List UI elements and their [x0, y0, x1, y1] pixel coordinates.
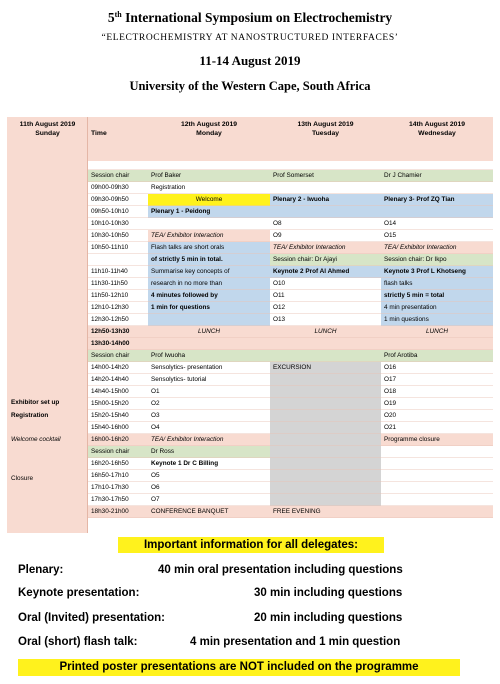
time-cell: 16h20-16h50 — [91, 460, 129, 467]
sunday-welcome-label: Welcome cocktail — [11, 436, 61, 443]
time-cell: 12h30-12h50 — [91, 316, 129, 323]
symposium-title: 5th International Symposium on Electrochemistry — [107, 10, 393, 25]
tuesday-cell: O11 — [273, 292, 285, 299]
grid-line — [88, 277, 493, 278]
monday-cell: O2 — [151, 400, 160, 407]
time-cell: Session chair — [88, 350, 148, 362]
tuesday-cell: O10 — [273, 280, 286, 287]
tuesday-cell: Plenary 2 - Iwuoha — [270, 194, 381, 206]
wednesday-cell: 4 min presentation — [381, 302, 493, 314]
grid-line — [88, 385, 493, 386]
monday-cell: LUNCH — [148, 326, 270, 338]
grid-line — [88, 481, 493, 482]
grid-line — [88, 493, 493, 494]
info-label-keynote: Keynote presentation: — [18, 587, 140, 599]
grid-line — [88, 181, 493, 182]
grid-line — [88, 469, 493, 470]
time-cell: Session chair — [88, 170, 148, 182]
time-cell: 12h50-13h30 — [88, 326, 148, 338]
time-cell: 11h30-11h50 — [91, 280, 128, 287]
grid-line — [88, 421, 493, 422]
grid-line — [88, 337, 493, 338]
monday-cell: Flash talks are short orals — [148, 242, 270, 254]
grid-line — [88, 505, 493, 506]
tuesday-cell: FREE EVENING — [270, 506, 381, 518]
wednesday-cell: Plenary 3- Prof ZQ Tian — [381, 194, 493, 206]
wednesday-cell: O19 — [384, 400, 397, 407]
time-cell: 10h50-11h10 — [91, 244, 129, 251]
time-cell: 15h40-16h00 — [91, 424, 129, 431]
col-header-tuesday: 13th August 2019 Tuesday — [297, 121, 354, 137]
monday-cell: O1 — [151, 388, 160, 395]
tuesday-cell: Keynote 2 Prof Al Ahmed — [270, 266, 381, 278]
time-cell: 09h50-10h10 — [91, 208, 129, 215]
grid-line — [88, 349, 493, 350]
sunday-exhibitor-label: Exhibitor set up — [11, 399, 60, 406]
monday-cell: TEA/ Exhibitor Interaction — [148, 434, 270, 446]
wednesday-cell: O14 — [384, 220, 397, 227]
monday-cell: of strictly 5 min in total. — [148, 254, 270, 266]
sunday-column — [7, 117, 88, 533]
time-cell: 14h40-15h00 — [91, 388, 129, 395]
grid-line — [88, 517, 493, 518]
wednesday-cell: LUNCH — [381, 326, 493, 338]
monday-cell: Sensolytics- tutorial — [151, 376, 207, 383]
wednesday-cell: O20 — [384, 412, 397, 419]
monday-cell: Prof Baker — [148, 170, 270, 182]
poster-note: Printed poster presentations are NOT included on the programme — [18, 659, 460, 676]
col-header-sunday: 11th August 2019 Sunday — [19, 121, 76, 137]
wednesday-cell: O21 — [384, 424, 397, 431]
monday-cell: Sensolytics- presentation — [151, 364, 223, 371]
programme-table — [7, 117, 493, 533]
grid-line — [88, 433, 493, 434]
tuesday-cell: O9 — [273, 232, 282, 239]
info-value-oral-invited: 20 min including questions — [254, 612, 403, 624]
wednesday-cell: O17 — [384, 376, 397, 383]
grid-line — [88, 445, 493, 446]
sunday-closure-label: Closure — [11, 475, 34, 482]
info-label-flash-talk: Oral (short) flash talk: — [18, 636, 138, 648]
wednesday-cell: Session chair: Dr Ikpo — [381, 254, 493, 266]
grid-line — [88, 325, 493, 326]
time-cell: 10h10-10h30 — [91, 220, 129, 227]
monday-cell: Keynote 1 Dr C Billing — [151, 460, 219, 467]
grid-line — [88, 193, 493, 194]
wednesday-cell: O15 — [384, 232, 397, 239]
spacer-row — [88, 153, 493, 161]
time-cell: 16h00-16h20 — [88, 434, 148, 446]
symposium-theme: “ELECTROCHEMISTRY AT NANOSTRUCTURED INTERFACES’ — [101, 33, 399, 43]
tuesday-cell: EXCURSION — [270, 362, 381, 374]
info-value-flash-talk: 4 min presentation and 1 min question — [190, 636, 401, 648]
wednesday-cell: O16 — [384, 364, 397, 371]
monday-cell: O6 — [151, 484, 160, 491]
time-cell: Session chair — [88, 446, 148, 458]
grid-line — [88, 397, 493, 398]
monday-cell: Plenary 1 - Peidong — [148, 206, 270, 218]
grid-line — [88, 265, 493, 266]
important-info-heading: Important information for all delegates: — [118, 537, 384, 553]
time-cell: 14h20-14h40 — [91, 376, 129, 383]
wednesday-cell: strictly 5 min = total — [381, 290, 493, 302]
grid-line — [88, 217, 493, 218]
monday-cell: Registration — [151, 184, 186, 191]
tuesday-cell: Session chair: Dr Ajayi — [270, 254, 381, 266]
info-value-plenary: 40 min oral presentation including questions — [158, 564, 403, 576]
grid-line — [88, 301, 493, 302]
time-cell: 17h10-17h30 — [91, 484, 129, 491]
info-value-keynote: 30 min including questions — [254, 587, 403, 599]
wednesday-cell: O18 — [384, 388, 397, 395]
grid-line — [88, 289, 493, 290]
monday-cell: TEA/ Exhibitor Interaction — [148, 230, 270, 242]
grid-line — [88, 205, 493, 206]
wednesday-cell: TEA/ Exhibitor Interaction — [381, 242, 493, 254]
monday-cell: O7 — [151, 496, 160, 503]
grid-line — [88, 313, 493, 314]
monday-cell: Prof Iwuoha — [148, 350, 270, 362]
time-cell: 11h50-12h10 — [91, 292, 129, 299]
wednesday-cell: Prof Arotiba — [381, 350, 493, 362]
wednesday-cell: flash talks — [381, 278, 493, 290]
monday-cell: Summarise key concepts of — [148, 266, 270, 278]
wednesday-cell: Programme closure — [381, 434, 493, 446]
time-cell: 18h30-21h00 — [88, 506, 148, 518]
spacer-row — [88, 161, 493, 169]
time-cell: 09h30-09h50 — [91, 196, 129, 203]
tuesday-cell: TEA/ Exhibitor Interaction — [270, 242, 381, 254]
grid-line — [88, 373, 493, 374]
symposium-venue: University of the Western Cape, South Africa — [129, 79, 371, 93]
grid-line — [88, 361, 493, 362]
time-cell: 12h10-12h30 — [91, 304, 129, 311]
symposium-dates: 11-14 August 2019 — [199, 53, 301, 68]
wednesday-cell: Keynote 3 Prof L Khotseng — [381, 266, 493, 278]
grid-line — [88, 457, 493, 458]
time-cell: 09h00-09h30 — [91, 184, 129, 191]
monday-cell: Dr Ross — [148, 446, 270, 458]
grid-line — [88, 409, 493, 410]
monday-cell: 4 minutes followed by — [148, 290, 270, 302]
time-cell: 14h00-14h20 — [91, 364, 129, 371]
time-cell: 16h50-17h10 — [91, 472, 129, 479]
col-header-monday: 12th August 2019 Monday — [180, 121, 238, 137]
time-cell: 15h20-15h40 — [91, 412, 129, 419]
grid-line — [88, 169, 493, 170]
grid-line — [88, 241, 493, 242]
tuesday-cell: O12 — [273, 304, 286, 311]
wednesday-cell: 1 min questions — [381, 314, 493, 326]
tuesday-cell: Prof Somerset — [270, 170, 381, 182]
tuesday-cell: LUNCH — [270, 326, 381, 338]
col-header-time: Time — [91, 130, 107, 137]
grid-line — [88, 253, 493, 254]
monday-cell: CONFERENCE BANQUET — [148, 506, 270, 518]
monday-cell: O3 — [151, 412, 160, 419]
monday-cell: Welcome — [148, 194, 270, 206]
grid-line — [88, 229, 493, 230]
monday-cell: O5 — [151, 472, 160, 479]
time-cell: 11h10-11h40 — [91, 268, 128, 275]
tuesday-cell: O13 — [273, 316, 286, 323]
info-label-plenary: Plenary: — [18, 564, 64, 576]
monday-cell: O4 — [151, 424, 160, 431]
time-cell: 13h30-14h00 — [88, 338, 148, 350]
time-cell: 15h00-15h20 — [91, 400, 129, 407]
time-cell: 10h30-10h50 — [91, 232, 129, 239]
info-label-oral-invited: Oral (Invited) presentation: — [18, 612, 165, 624]
wednesday-cell: Dr J Chamier — [381, 170, 493, 182]
tuesday-cell: O8 — [273, 220, 282, 227]
monday-cell: 1 min for questions — [148, 302, 270, 314]
col-header-wednesday: 14th August 2019 Wednesday — [408, 121, 466, 137]
time-cell: 17h30-17h50 — [91, 496, 129, 503]
monday-cell: research in no more than — [148, 278, 270, 290]
sunday-registration-label: Registration — [11, 412, 49, 419]
